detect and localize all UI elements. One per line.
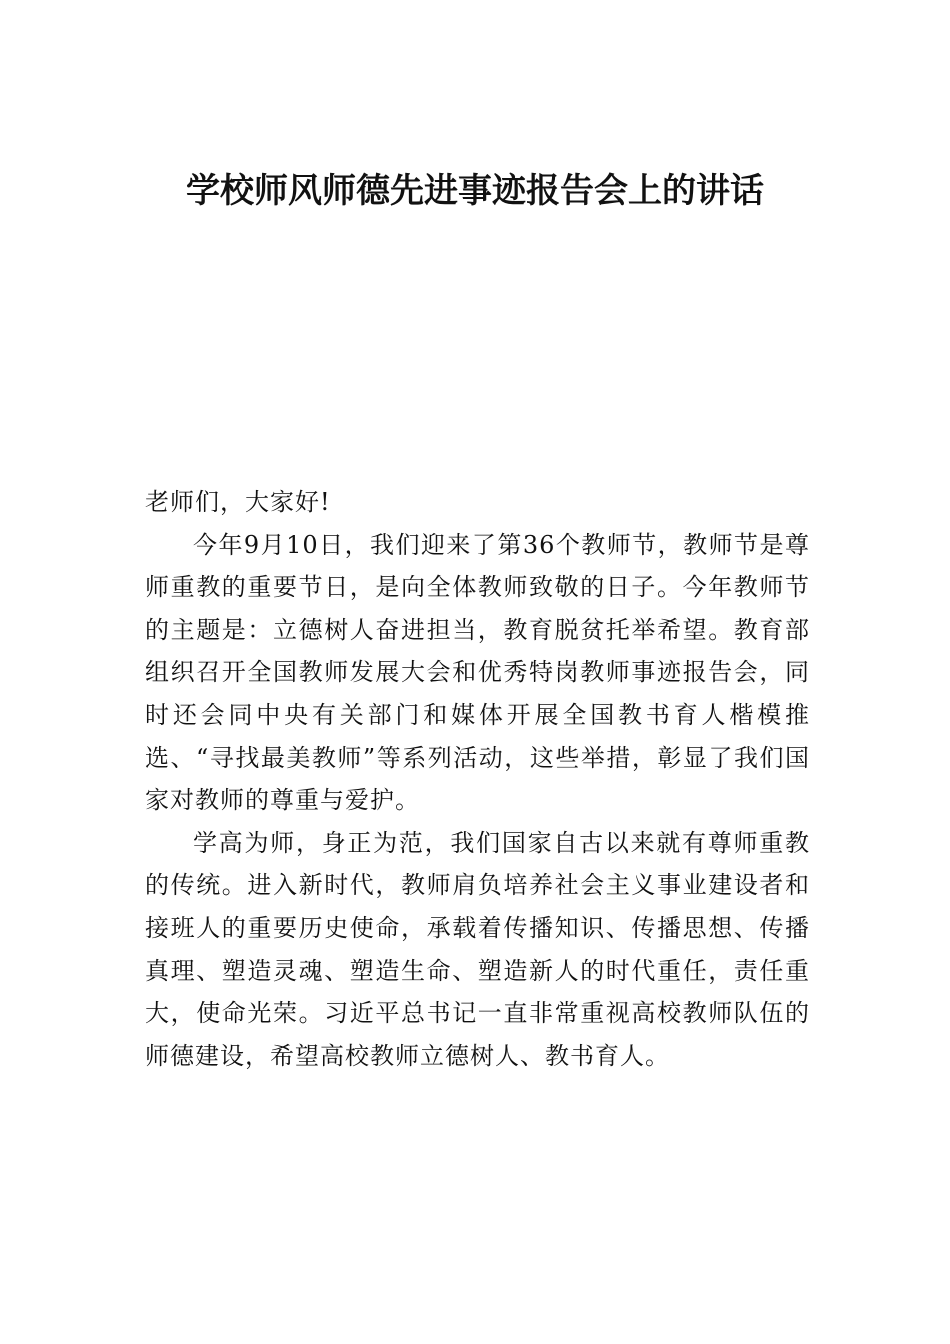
- greeting-line: 老师们，大家好!: [145, 488, 331, 516]
- paragraph-1: 今年9月10日，我们迎来了第36个教师节，教师节是尊师重教的重要节日，是向全体教师致敬的日子。今年教师节的主题是：立德树人奋进担当，教育脱贫托举希望。教育部组织召开全国教师发展大会和优秀特岗教师事迹报告会，同时还会同中央有关部门和媒体开展全国教书育人楷模推选、“寻找最美教师”等系列活动，这些举措，彰显了我们国家对教师的尊重与爱护。: [145, 530, 810, 815]
- document-title: 学校师风师德先进事迹报告会上的讲话: [186, 171, 764, 211]
- paragraph-2: 学高为师，身正为范，我们国家自古以来就有尊师重教的传统。进入新时代，教师肩负培养社会主义事业建设者和接班人的重要历史使命，承载着传播知识、传播思想、传播真理、塑造灵魂、塑造生命、塑造新人的时代重任，责任重大，使命光荣。习近平总书记一直非常重视高校教师队伍的师德建设，希望高校教师立德树人、教书育人。: [145, 828, 810, 1070]
- document-body: [145, 481, 810, 1077]
